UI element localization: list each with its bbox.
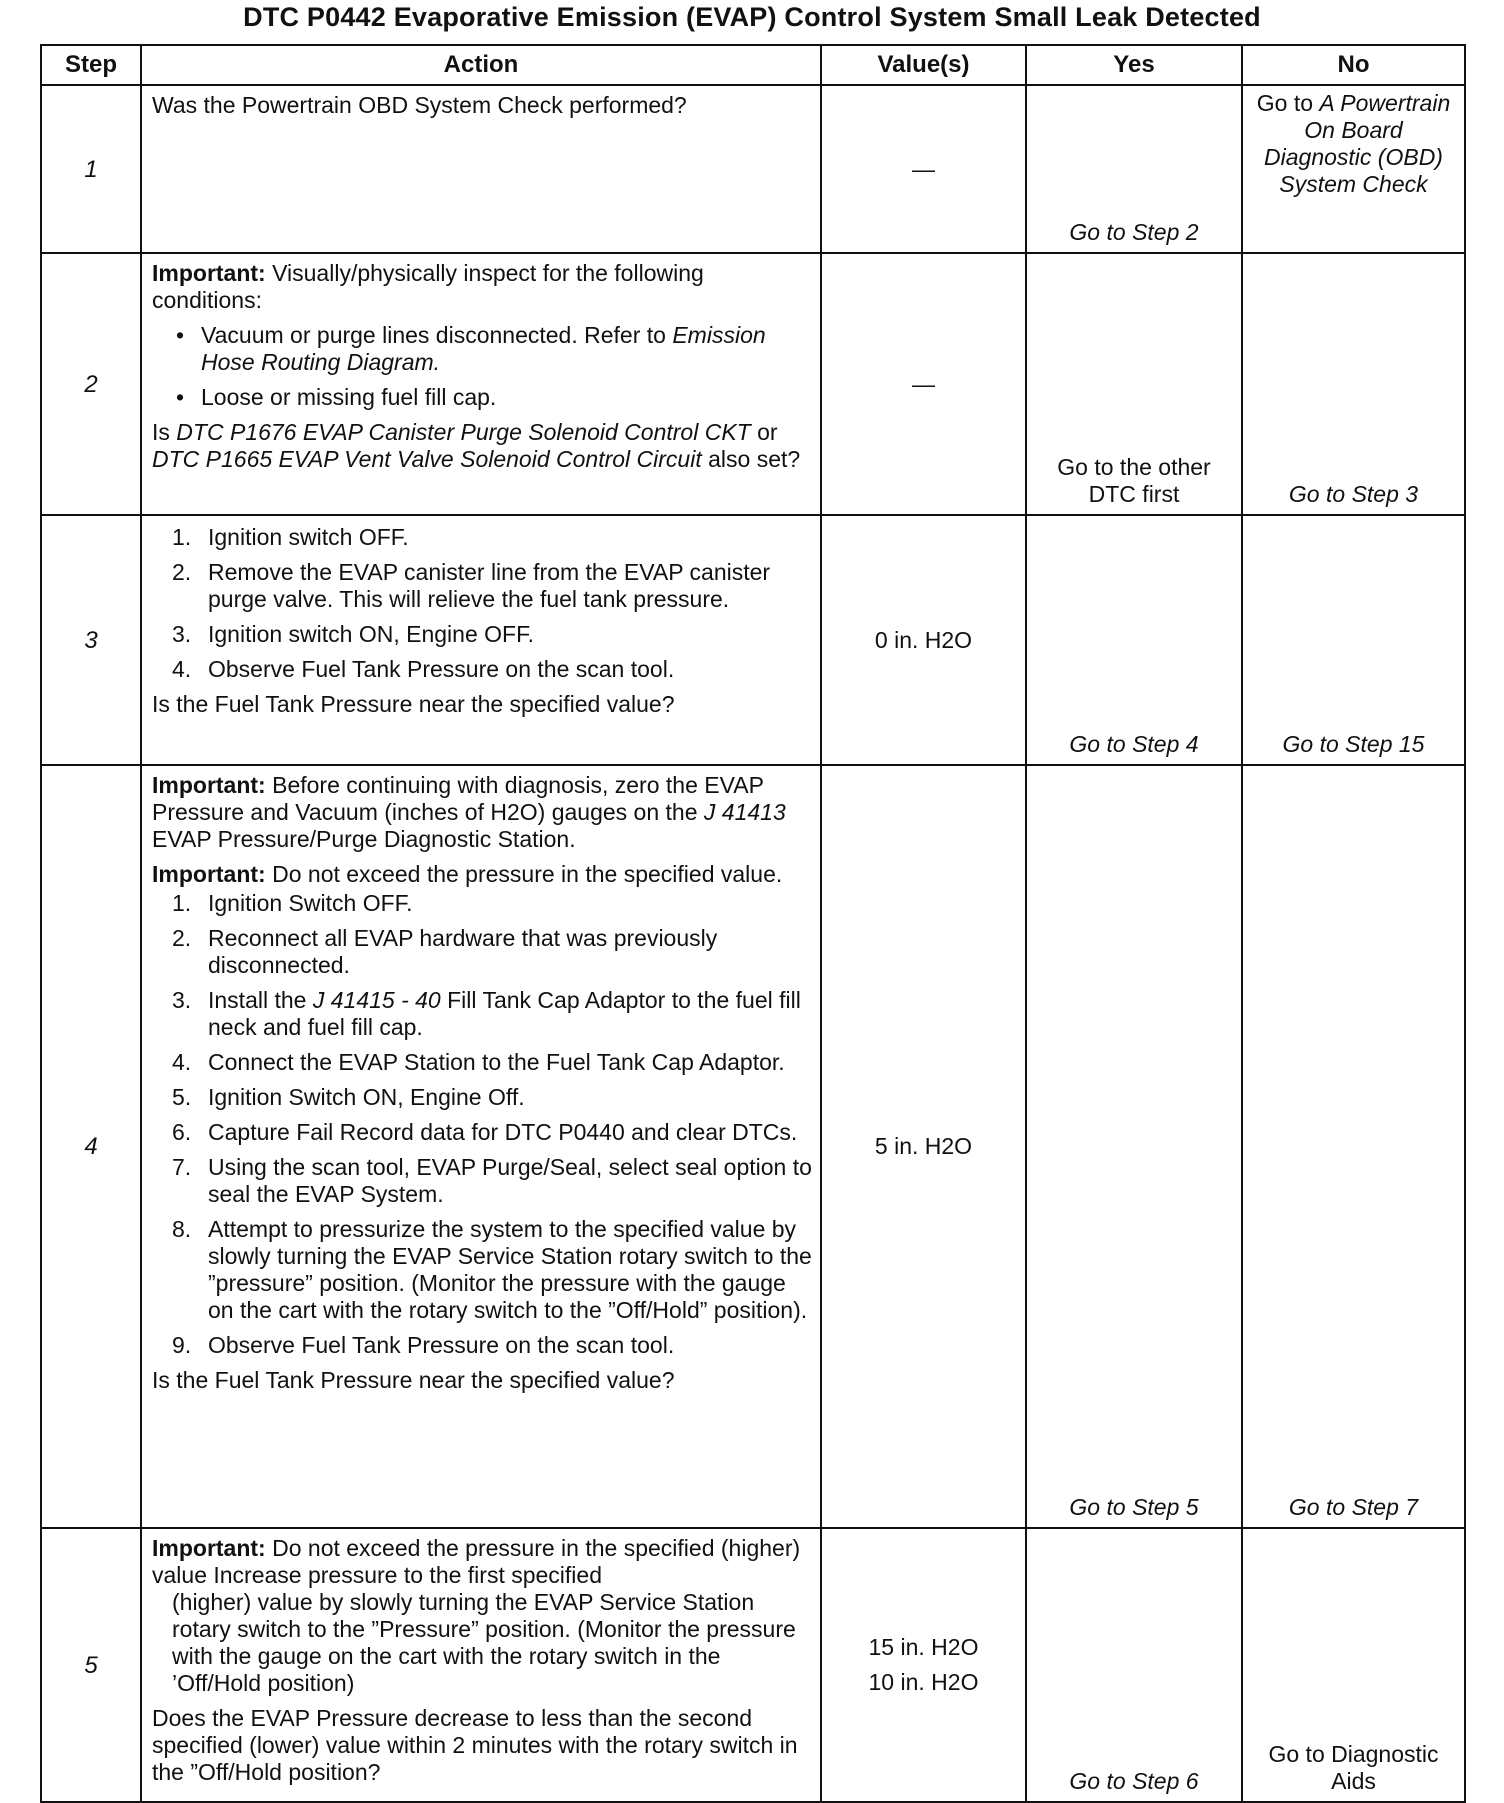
yes-cell: Go to Step 4 [1026,515,1242,765]
procedure-list [152,524,812,683]
list-item: 3. Install the J 41415 - 40 Fill Tank Cap Adaptor to the fuel fill neck and fuel fill cap. [172,987,801,1040]
list-item: 2. Remove the EVAP canister line from the EVAP canister purge valve. This will relieve the fuel tank pressure. [172,559,771,612]
important-note: Important: Do not exceed the pressure in the specified value. [152,861,783,887]
step-number: 1 [41,85,141,253]
action-question: Was the Powertrain OBD System Check performed? [152,92,687,118]
list-item: 1. Ignition switch OFF. [172,524,409,550]
action-question: Is the Fuel Tank Pressure near the specified value? [152,1367,675,1393]
value-cell: — [821,253,1026,515]
important-note: Important: Do not exceed the pressure in the specified (higher) value Increase pressure to the first specified [152,1535,801,1588]
table-row-step-2 [41,253,1465,515]
header-yes: Yes [1026,45,1242,85]
step-number: 5 [41,1528,141,1802]
value-second: 10 in. H2O [868,1669,979,1695]
no-cell: Go to Step 7 [1242,765,1465,1528]
value-cell: 0 in. H2O [821,515,1026,765]
table-row-step-5 [41,1528,1465,1802]
step-number: 4 [41,765,141,1528]
action-question: Is the Fuel Tank Pressure near the specified value? [152,691,675,717]
important-label: Important: [152,260,266,286]
list-item: • Vacuum or purge lines disconnected. Refer to Emission Hose Routing Diagram. [176,322,766,375]
list-item: 7. Using the scan tool, EVAP Purge/Seal, select seal option to seal the EVAP System. [172,1154,812,1207]
value-first: 15 in. H2O [868,1634,979,1660]
table-row-step-1 [41,85,1465,253]
action-question: Is DTC P1676 EVAP Canister Purge Solenoid Control CKT or DTC P1665 EVAP Vent Valve Solenoid Control Circuit also set? [152,419,801,472]
list-item: • Loose or missing fuel fill cap. [176,384,497,410]
value-cell [821,1528,1026,1802]
action-cell [141,515,821,765]
no-cell: Go to Step 3 [1242,253,1465,515]
no-prefix: Go to [1256,90,1320,116]
important-note: Important: Before continuing with diagnosis, zero the EVAP Pressure and Vacuum (inches of H2O) gauges on the J 41413 EVAP Pressure/Purge Diagnostic Station. [152,772,786,852]
list-item: 1. Ignition Switch OFF. [172,890,413,916]
no-cell: Go to Diagnostic Aids [1242,1528,1465,1802]
list-item: 8. Attempt to pressurize the system to the specified value by slowly turning the EVAP Service Station rotary switch to the ”pressure” position. (Monitor the pressure with the gauge on the cart with the rotary switch to the ”Off/Hold” position). [172,1216,812,1323]
step-number: 3 [41,515,141,765]
value-cell: — [821,85,1026,253]
header-values: Value(s) [821,45,1026,85]
action-question: Does the EVAP Pressure decrease to less than the second specified (lower) value within 2 minutes with the rotary switch in the ”Off/Hold position? [152,1705,798,1785]
step-number: 2 [41,253,141,515]
important-note: Important: Visually/physically inspect for the following conditions: [152,260,704,313]
header-step: Step [41,45,141,85]
yes-cell: Go to Step 5 [1026,765,1242,1528]
yes-cell: Go to the other DTC first [1026,253,1242,515]
table-row-step-4 [41,765,1465,1528]
page-title: DTC P0442 Evaporative Emission (EVAP) Control System Small Leak Detected [243,2,1261,32]
no-reference: A Powertrain On Board Diagnostic (OBD) System Check [1264,90,1451,197]
list-item: 4. Observe Fuel Tank Pressure on the scan tool. [172,656,675,682]
condition-list [152,322,812,411]
value-cell: 5 in. H2O [821,765,1026,1528]
diagnostic-table [40,44,1466,1803]
action-cell [141,765,821,1528]
list-item: 9. Observe Fuel Tank Pressure on the scan tool. [172,1332,675,1358]
list-item: 5. Ignition Switch ON, Engine Off. [172,1084,525,1110]
yes-cell: Go to Step 2 [1026,85,1242,253]
important-note-continued: (higher) value by slowly turning the EVAP Service Station rotary switch to the ”Pressure” position. (Monitor the pressure with the gauge on the cart with the rotary switch in the ’Off/Hold position) [172,1589,796,1696]
no-cell: Go to Step 15 [1242,515,1465,765]
list-item: 4. Connect the EVAP Station to the Fuel Tank Cap Adaptor. [172,1049,785,1075]
list-item: 6. Capture Fail Record data for DTC P0440 and clear DTCs. [172,1119,798,1145]
no-cell [1242,85,1465,253]
header-no: No [1242,45,1465,85]
table-row-step-3 [41,515,1465,765]
action-cell [141,253,821,515]
header-row [41,45,1465,85]
action-cell [141,1528,821,1802]
list-item: 3. Ignition switch ON, Engine OFF. [172,621,534,647]
header-action: Action [141,45,821,85]
list-item: 2. Reconnect all EVAP hardware that was previously disconnected. [172,925,718,978]
yes-cell: Go to Step 6 [1026,1528,1242,1802]
action-cell [141,85,821,253]
procedure-list [152,890,812,1359]
